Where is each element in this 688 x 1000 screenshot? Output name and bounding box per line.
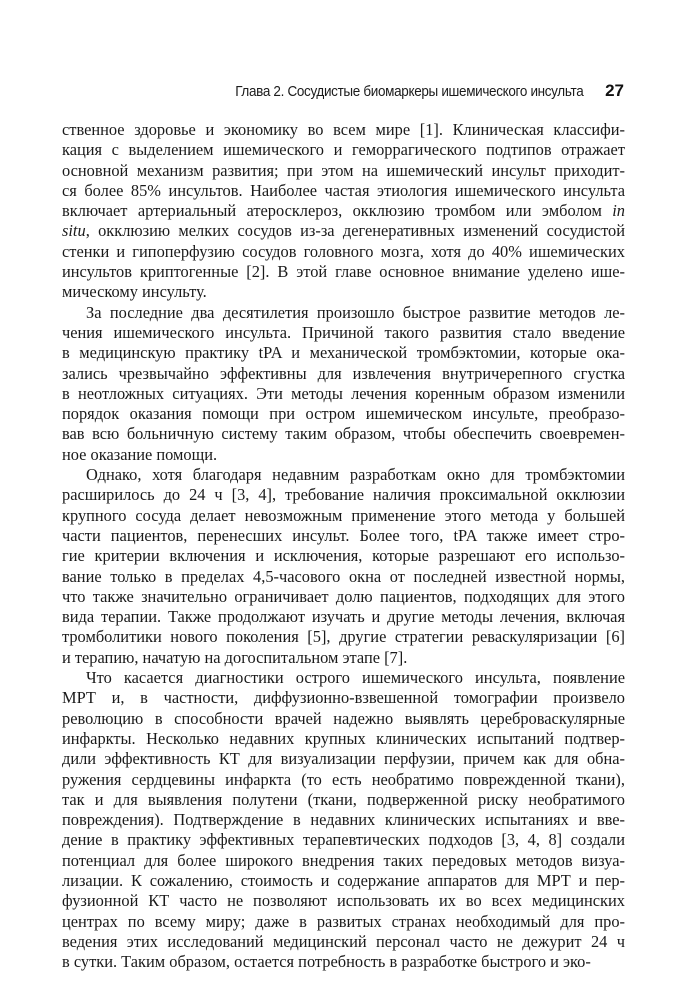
text-line: мическому инсульту. — [62, 282, 207, 302]
text-line: За последние два десятилетия произошло быстрое развитие методов ле- — [86, 302, 625, 322]
text-line: в неотложных ситуациях. Эти методы лечения коренным образом изменили — [62, 383, 625, 403]
body-text — [62, 120, 625, 972]
text-line: ведения этих исследований медицинский персонал часто не дежурит 24 ч — [62, 931, 625, 951]
text-line: Что касается диагностики острого ишемического инсульта, появление — [86, 668, 625, 688]
text-line: революцию в способности врачей надежно выявлять цереброваскулярные — [62, 708, 625, 728]
text-line: крупного сосуда делает невозможным применение этого метода у большей — [62, 505, 625, 525]
paragraph — [62, 120, 625, 303]
paragraph — [62, 465, 625, 668]
text-line: включает артериальный атеросклероз, окклюзию тромбом или эмболом in — [62, 201, 625, 221]
text-line: situ, окклюзию мелких сосудов из-за дегенеративных изменений сосудистой — [62, 221, 625, 241]
text-line: части пациентов, перенесших инсульт. Более того, tPA также имеет стро- — [62, 525, 625, 545]
text-line: вав всю больничную систему таким образом, чтобы обеспечить своевремен- — [62, 424, 625, 444]
paragraph — [62, 303, 625, 465]
text-line: инфаркты. Несколько недавних крупных клинических испытаний подтвер- — [62, 728, 625, 748]
text-line: повреждения). Подтверждение в недавних клинических испытаниях и вве- — [62, 810, 625, 830]
text-line: центрах по всему миру; даже в развитых странах необходимый для про- — [62, 911, 625, 931]
page-number: 27 — [605, 81, 624, 100]
text-line: зались чрезвычайно эффективны для извлечения внутричерепного сгустка — [62, 363, 625, 383]
text-line: что также значительно ограничивает долю пациентов, подходящих для этого — [62, 586, 625, 606]
text-line: потенциал для более широкого внедрения таких передовых методов визуа- — [62, 850, 625, 870]
text-line: лизации. К сожалению, стоимость и содержание аппаратов для МРТ и пер- — [62, 870, 625, 890]
text-line: ружения сердцевины инфаркта (то есть необратимо поврежденной ткани), — [62, 769, 625, 789]
text-line: гие критерии включения и исключения, которые разрешают его использо- — [62, 546, 625, 566]
text-line: кация с выделением ишемического и геморрагического подтипов отражает — [62, 140, 625, 160]
text-line: Однако, хотя благодаря недавним разработкам окно для тромбэктомии — [86, 465, 625, 485]
text-line: и терапию, начатую на догоспитальном этапе [7]. — [62, 647, 408, 667]
text-line: чения ишемического инсульта. Причиной такого развития стало введение — [62, 322, 625, 342]
text-line: дили эффективность КТ для визуализации перфузии, причем как для обна- — [62, 749, 625, 769]
text-line: порядок оказания помощи при остром ишемическом инсульте, преобразо- — [62, 404, 625, 424]
text-line: фузионной КТ часто не позволяют использовать их во всех медицинских — [62, 891, 625, 911]
paragraph — [62, 668, 625, 972]
text-line: МРТ и, в частности, диффузионно-взвешенной томографии произвело — [62, 688, 625, 708]
text-line: тромболитики нового поколения [5], другие стратегии реваскуляризации [6] — [62, 627, 625, 647]
text-line: ственное здоровье и экономику во всем мире [1]. Клиническая классифи- — [62, 120, 625, 139]
text-line: вание только в пределах 4,5-часового окна от последней известной нормы, — [62, 566, 625, 586]
text-line: так и для выявления полутени (ткани, подверженной риску необратимого — [62, 789, 625, 809]
text-line: вида терапии. Также продолжают изучать и другие методы лечения, включая — [62, 607, 625, 627]
chapter-running-title: Глава 2. Сосудистые биомаркеры ишемического инсульта — [234, 84, 584, 100]
text-line: дение в практику эффективных терапевтических подходов [3, 4, 8] создали — [62, 830, 625, 850]
running-header — [62, 81, 624, 103]
text-line: основной механизм развития; при этом на ишемический инсульт приходит- — [62, 160, 625, 180]
text-line: ся более 85% инсультов. Наиболее частая этиология ишемического инсульта — [62, 180, 625, 200]
text-line: стенки и гипоперфузию сосудов головного мозга, хотя до 40% ишемических — [62, 241, 625, 261]
text-line: ное оказание помощи. — [62, 444, 218, 464]
text-line: в сутки. Таким образом, остается потребность в разработке быстрого и эко- — [62, 952, 591, 972]
text-line: расширилось до 24 ч [3, 4], требование наличия проксимальной окклюзии — [62, 485, 625, 505]
text-line: в медицинскую практику tPA и механической тромбэктомии, которые ока- — [62, 343, 625, 363]
text-line: инсультов криптогенные [2]. В этой главе основное внимание уделено ише- — [62, 262, 625, 282]
